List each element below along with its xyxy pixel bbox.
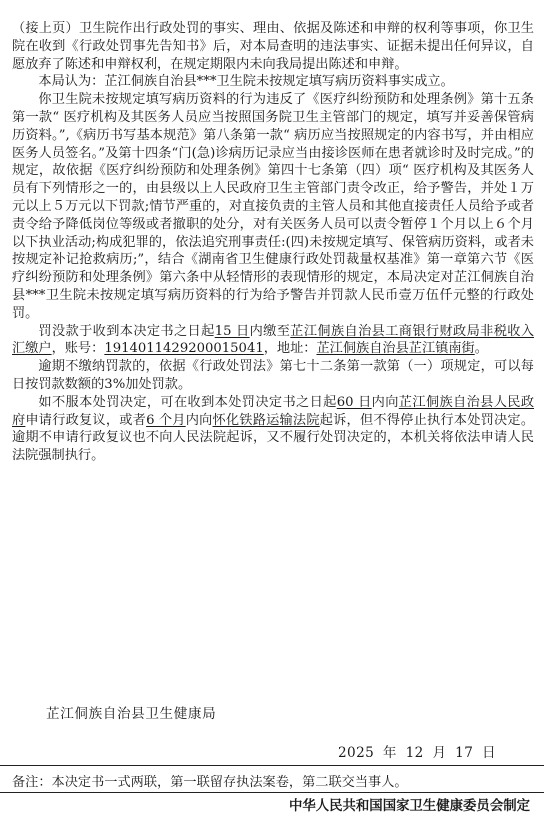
issuing-authority: 芷江侗族自治县卫生健康局 (46, 706, 217, 722)
decision-body (12, 20, 534, 465)
form-maker: 中华人民共和国国家卫生健康委员会制定 (288, 798, 530, 814)
appeal-text-4: 内向 (185, 412, 213, 428)
payment-address: 芷江侗族自治县芷江镇南街 (316, 341, 475, 357)
payment-account: 1914011429200015041 (104, 341, 264, 357)
appeal-text-5: 起诉，但不得停止执行本处罚决定。逾期不申请行政复议也不向人民法院起诉，又不履行处罚决定的，本机关将依法申请人民法院强制执行。 (12, 412, 535, 464)
payment-text-1: 罚没款于收到本决定书之日起 (38, 323, 215, 339)
payment-text-4: ，地址： (263, 341, 317, 357)
remarks-note: 备注：本决定书一式两联，第一联留存执法案卷，第二联交当事人。 (12, 775, 408, 790)
appeal-text-1: 如不服本处罚决定，可在收到本处罚决定书之日起 (38, 394, 337, 410)
appeal-text-3: 申请行政复议，或者 (25, 412, 147, 428)
divider-top (0, 765, 544, 766)
appeal-text-2: 内向 (371, 394, 399, 410)
paragraph-late-penalty: 逾期不缴纳罚款的，依据《行政处罚法》第七十二条第一款第（一）项规定，可以每日按罚款数额的3%加处罚款。 (12, 359, 534, 392)
appeal-review-days: 60 日 (336, 394, 372, 410)
payment-text-3: ，账号： (51, 341, 105, 357)
payment-bank: 芷江侗族自治县工商银行财政局非税收入汇缴户 (12, 323, 535, 357)
payment-text-5: 。 (474, 341, 488, 357)
appeal-lawsuit-months: 6 个月 (146, 412, 186, 428)
divider-bottom (0, 792, 544, 793)
paragraph-legal-basis: 你卫生院未按规定填写病历资料的行为违反了《医疗纠纷预防和处理条例》第十五条第一款“ 医疗机构及其医务人员应当按照国务院卫生主管部门的规定，填写并妥善保管病历资料。”,《病历书写基本规范》第八条第一款“ 病历应当按照规定的内容书写，并由相应医务人员签名。”及第十四条“门(急)诊病历记录应当由接诊医师在患者就诊时及时完成。”的规定，故依据《医疗纠纷预防和处理条例》第四十七条第（四）项“ 医疗机构及其医务人员有下列情形之一的，由县级以上人民政府卫生主管部门责令改正，给予警告，并处１万元以上５万元以下罚款;情节严重的，对直接负责的主管人员和其他直接责任人员给予或者责令给予降低岗位等级或者撤职的处分，对有关医务人员可以责令暂停１个月以上６个月以下执业活动;构成犯罪的，依法追究刑事责任:(四)未按规定填写、保管病历资料，或者未按规定补记抢救病历;”，结合《湖南省卫生健康行政处罚裁量权基准》第一章第六节《医疗纠纷预防和处理条例》第六条中从轻情形的表现情形的规定，本局决定对芷江侗族自治县***卫生院未按规定填写病历资料的行为给予警告并罚款人民币壹万伍仟元整的行政处罚。 (12, 92, 534, 321)
paragraph-finding: 本局认为：芷江侗族自治县***卫生院未按规定填写病历资料事实成立。 (38, 74, 454, 90)
appeal-court: 怀化铁路运输法院 (212, 412, 320, 428)
paragraph-continuation: （接上页）卫生院作出行政处罚的事实、理由、依据及陈述和申辩的权利等事项，你卫生院在收到《行政处罚事先告知书》后，对本局查明的违法事实、证据未提出任何异议，自愿放弃了陈述和申辩权利，在规定期限内未向我局提出陈述和申辩。 (12, 21, 534, 72)
payment-text-2: 内缴至 (249, 323, 291, 339)
payment-deadline: 15 日 (214, 323, 250, 339)
paragraph-appeal (12, 394, 534, 465)
issue-date: 2025 年 12 月 17 日 (338, 745, 496, 761)
paragraph-payment (12, 323, 534, 359)
appeal-government: 芷江侗族自治县人民政府 (12, 394, 535, 428)
